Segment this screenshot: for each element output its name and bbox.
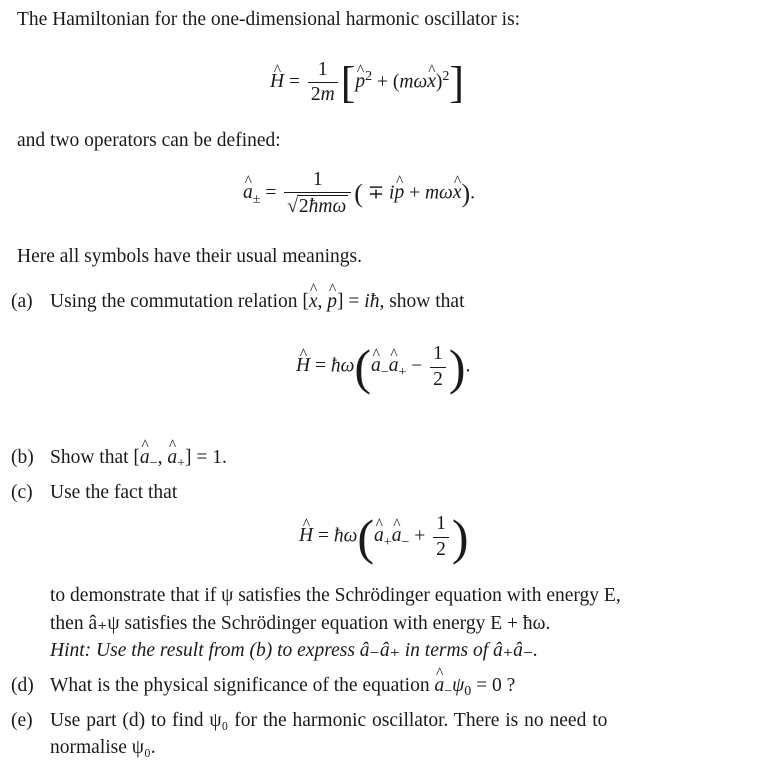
part-d-text: What is the physical significance of the equation ^ $a_-\psi_0 = 0$ ? [50,675,515,697]
part-b-label: (b) [11,447,34,468]
part-c-line-1: to demonstrate that if ψ satisfies the Schrödinger equation with energy E, [50,585,621,606]
equation-part-a: ^ H = ħω(^ $a_-\^{}$ $a_+$ − $\frac{1}{2}$ ). [296,342,470,392]
part-c-text: Use the fact that [50,482,178,503]
part-c-hint: Hint: Use the result from (b) to express â₋â₊ in terms of â₊â₋. [50,640,538,661]
intro-line-3: Here all symbols have their usual meanings. [17,246,362,267]
part-c-line-2: then â₊ψ satisfies the Schrödinger equation with energy E + ħω. [50,613,551,634]
part-e-label: (e) [11,710,33,731]
part-e-line-1: Use part (d) to find ψ₀ for the harmonic oscillator. There is no need to [50,710,608,731]
part-a-label: (a) [11,291,33,312]
part-d-label: (d) [11,675,34,696]
equation-ladder-operators: ^ $a_\pm$ = $\frac{1}{\text{√2ħmω}}$ ( ∓ i^ p + mω^ x). [243,170,475,218]
part-e-line-2: normalise ψ₀. [50,737,156,758]
intro-line-2: and two operators can be defined: [17,130,281,151]
equation-hamiltonian: ^ H = $\frac{1}{2m}$ [^ $p^2$ + (mω^ x)$^2$] [270,60,464,106]
part-b-text: Show that [^ $a_-$, ^ $a_+] = 1$. [50,447,227,469]
intro-line-1: The Hamiltonian for the one-dimensional harmonic oscillator is: [17,9,521,30]
part-c-label: (c) [11,482,33,503]
part-a-text: Using the commutation relation [^ x, ^ p] = iħ, show that [50,291,465,313]
equation-part-c: ^ H = ħω(^ $a_+\^{}$ $a_-$ + $\frac{1}{2}$ ) [299,512,469,562]
